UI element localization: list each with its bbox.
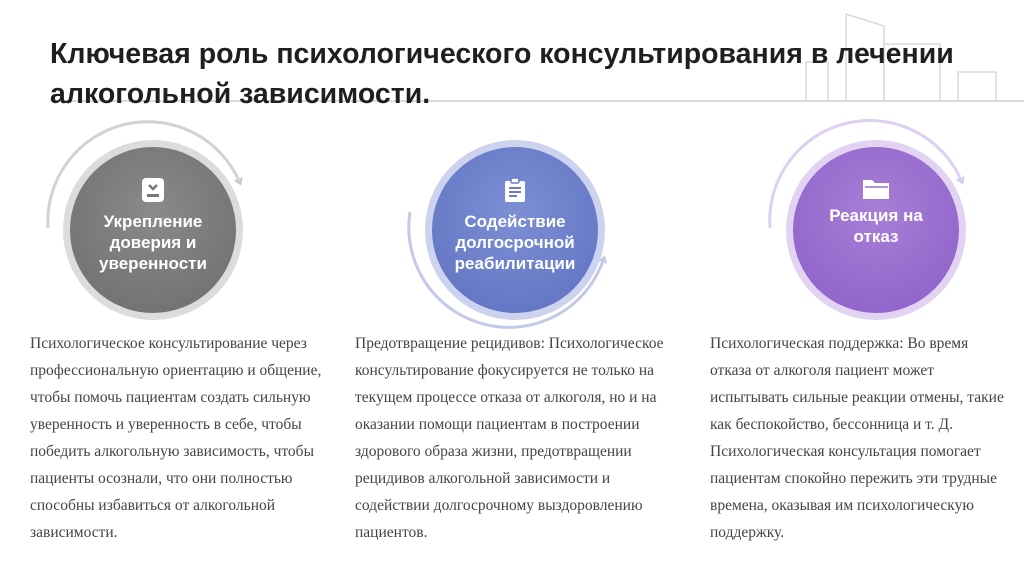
description-3: Психологическая поддержка: Во время отказа от алкоголя пациент может испытывать сильные реакции отмены, такие как беспокойство, бессонница и т. Д. Психологическая консультация помогает пациентам спокойно пережить эти трудные времена, оказывая им психологическую поддержку. (710, 335, 1004, 541)
circle-withdrawal (786, 140, 966, 320)
page-title: Ключевая роль психологического консультирования в лечении алкогольной зависимости. (50, 38, 954, 110)
circle-label: Содействие долгосрочной реабилитации (454, 212, 576, 273)
badge-icon (141, 177, 165, 203)
circle-card-1 (63, 140, 243, 320)
folder-icon (862, 177, 890, 201)
description-1: Психологическое консультирование через профессиональную ориентацию и общение, чтобы помочь пациентам создать сильную уверенность и уверенность в себе, чтобы победить алкогольную зависимость, чтобы пациенты осознали, что они полностью способны избавиться от алкогольной зависимости. (30, 335, 322, 541)
circle-trust (63, 140, 243, 320)
circle-rehab (425, 140, 605, 320)
circle-card-2 (425, 140, 605, 320)
circle-card-3 (786, 140, 966, 320)
circle-label: Реакция на отказ (829, 206, 923, 246)
circle-label: Укрепление доверия и уверенности (99, 212, 207, 273)
clipboard-icon (504, 177, 526, 203)
description-2: Предотвращение рецидивов: Психологическое консультирование фокусируется не только на текущем процессе отказа от алкоголя, но и на оказании помощи пациентам в построении здорового образа жизни, предотвращении рецидивов алкогольной зависимости и содействии долгосрочному выздоровлению пациентов. (355, 335, 664, 541)
